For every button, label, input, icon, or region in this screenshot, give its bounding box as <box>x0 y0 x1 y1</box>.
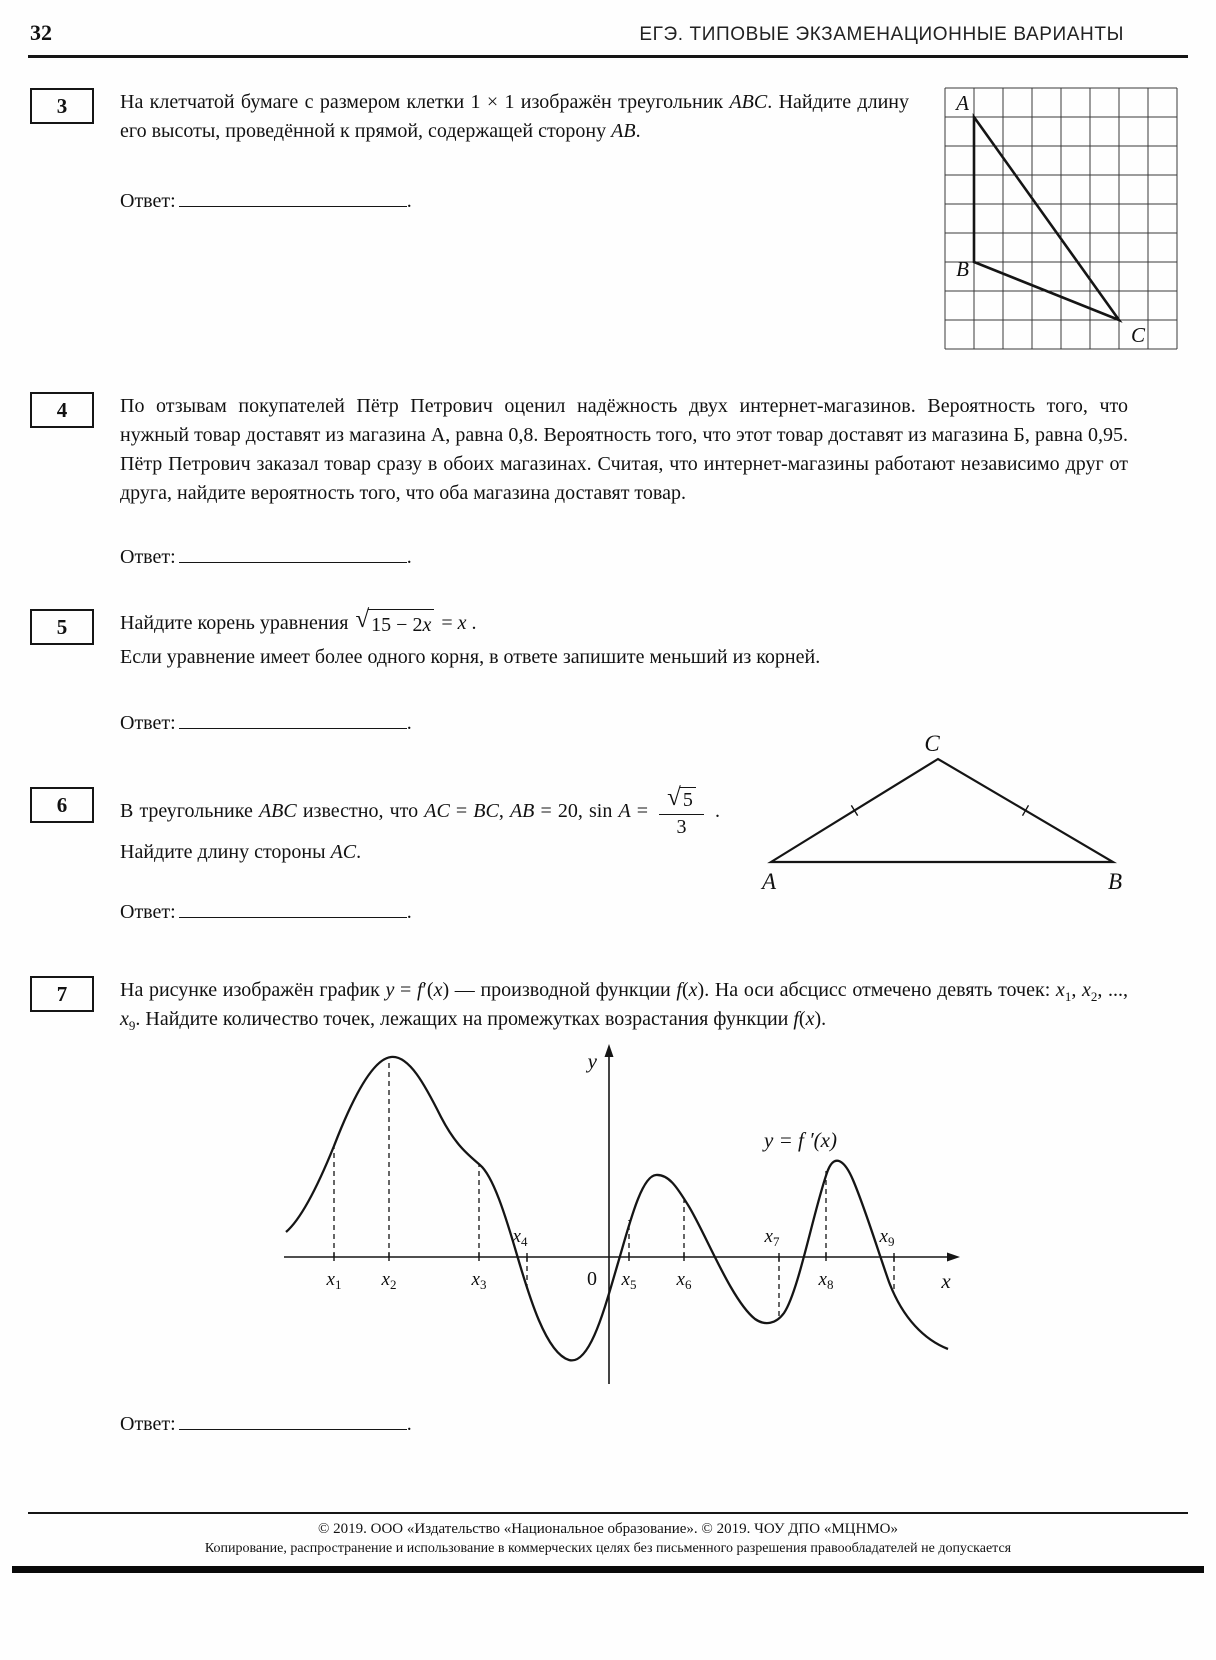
point-label-x3: $x_3$ <box>471 1269 487 1292</box>
answer-label: Ответ: <box>120 712 176 734</box>
problem-3-number-box <box>30 88 94 124</box>
y-axis-arrow <box>605 1044 614 1057</box>
vertex-label-a: A <box>762 869 777 894</box>
point-label-x4: $x_4$ <box>512 1226 528 1249</box>
problem-6 <box>30 731 1188 924</box>
origin-label: 0 <box>587 1268 597 1290</box>
figure-grid-triangle <box>945 88 1178 350</box>
problem-3-number: 3 <box>56 93 68 118</box>
header-rule <box>28 55 1188 58</box>
problem-4-number-box <box>30 392 94 428</box>
figure-derivative-graph <box>284 1042 964 1387</box>
problem-5-answer-line <box>120 708 1128 735</box>
derivative-curve <box>286 1057 948 1361</box>
vertex-label-c: C <box>924 731 940 756</box>
problem-7-number: 7 <box>56 981 68 1006</box>
problem-4-text: По отзывам покупателей Пётр Петрович оценил надёжность двух интернет-магазинов. Вероятность того, что нужный товар доставят из магазина А, равна 0,8. Вероятность того, что этот товар доставят из магазина Б, равна 0,95. Пётр Петрович заказал товар сразу в обоих магазинах. Считая, что интернет-магазины работают независимо друг от друга, найдите вероятность того, что оба магазина доставят товар. <box>120 395 1128 504</box>
problem-7-answer-line <box>120 1409 1128 1436</box>
footer-copyright: © 2019. ООО «Издательство «Национальное образование». © 2019. ЧОУ ДПО «МЦНМО» <box>317 1521 899 1537</box>
problem-7-body <box>120 976 1128 1436</box>
answer-blank <box>179 1409 407 1430</box>
problem-3-text: На клетчатой бумаге с размером клетки 1 × 1 изображён треугольник ABC. Найдите длину его высоты, проведённой к прямой, содержащей сторону AB. <box>120 91 909 142</box>
point-label-x5: $x_5$ <box>621 1269 637 1292</box>
page-header <box>28 0 1188 46</box>
problem-5-number-box <box>30 609 94 645</box>
answer-period: . <box>406 546 412 568</box>
problem-7-number-box <box>30 976 94 1012</box>
answer-period: . <box>406 901 412 923</box>
problem-5 <box>30 606 1188 735</box>
answer-blank <box>179 186 407 207</box>
answer-blank <box>179 708 407 729</box>
problem-5-condition-line: Если уравнение имеет более одного корня, в ответе запишите меньший из корней. <box>120 646 821 668</box>
triangle-abc <box>771 759 1113 862</box>
problem-3-body <box>120 88 1146 350</box>
x-axis-label: x <box>941 1269 951 1293</box>
problem-7-text: На рисунке изображён график y = f′(x) — производной функции f(x). На оси абсцисс отмечено девять точек: $x_1$, $x_2$, ..., $x_9$. Найдите количество точек, лежащих на промежутках возрастания функции f(x). <box>120 979 1129 1033</box>
vertex-label-c: C <box>1131 323 1146 347</box>
vertex-label-b: B <box>956 257 969 281</box>
answer-label: Ответ: <box>120 901 176 923</box>
footer-notice: Копирование, распространение и использование в коммерческих целях без письменного разрешения правообладателей не допускается <box>204 1541 1012 1556</box>
triangle-abc <box>974 117 1119 320</box>
problem-6-number-box <box>30 787 94 823</box>
problem-7 <box>30 976 1188 1436</box>
x-axis-arrow <box>947 1253 960 1262</box>
point-label-x2: $x_2$ <box>381 1269 397 1292</box>
answer-label: Ответ: <box>120 546 176 568</box>
answer-period: . <box>406 190 412 212</box>
answer-period: . <box>406 1413 412 1435</box>
problem-3 <box>30 88 1188 350</box>
problem-4 <box>30 392 1188 569</box>
point-label-x1: $x_1$ <box>326 1269 342 1292</box>
page-header-title: ЕГЭ. ТИПОВЫЕ ЭКЗАМЕНАЦИОННЫЕ ВАРИАНТЫ <box>639 24 1124 45</box>
answer-blank <box>179 542 407 563</box>
problem-5-number: 5 <box>56 614 68 639</box>
y-axis-label: y <box>587 1049 597 1073</box>
problem-5-equation-line: Найдите корень уравнения √ 15 − 2x = x . <box>120 609 1128 640</box>
point-label-x7: $x_7$ <box>764 1226 780 1249</box>
vertex-label-a: A <box>956 91 969 115</box>
problem-6-body <box>120 731 1128 924</box>
point-label-x6: $x_6$ <box>676 1269 692 1292</box>
answer-blank <box>179 897 407 918</box>
point-label-x8: $x_8$ <box>818 1269 834 1292</box>
problem-4-body <box>120 392 1128 569</box>
problem-4-answer-line <box>120 542 1128 569</box>
tick-mark-ac <box>851 805 857 815</box>
problem-3-answer-line <box>120 186 909 213</box>
problem-6-number: 6 <box>56 792 68 817</box>
page-number: 32 <box>30 20 52 45</box>
answer-period: . <box>406 712 412 734</box>
problem-6-text: В треугольнике ABC известно, что AC = BC, AB = 20, sin A = √ 5 3 . Найдите длину стороны AC. <box>120 784 721 863</box>
answer-label: Ответ: <box>120 190 176 212</box>
curve-label: y = f ′(x) <box>764 1128 837 1152</box>
vertex-label-b: B <box>1108 869 1123 894</box>
page-bottom-bar <box>12 1566 1204 1573</box>
page-footer <box>28 1512 1188 1557</box>
problem-5-body <box>120 606 1128 735</box>
figure-isosceles-triangle <box>756 731 1126 895</box>
point-label-x9: $x_9$ <box>879 1226 895 1249</box>
answer-label: Ответ: <box>120 1413 176 1435</box>
problem-4-number: 4 <box>56 397 68 422</box>
problem-6-answer-line <box>120 897 720 924</box>
